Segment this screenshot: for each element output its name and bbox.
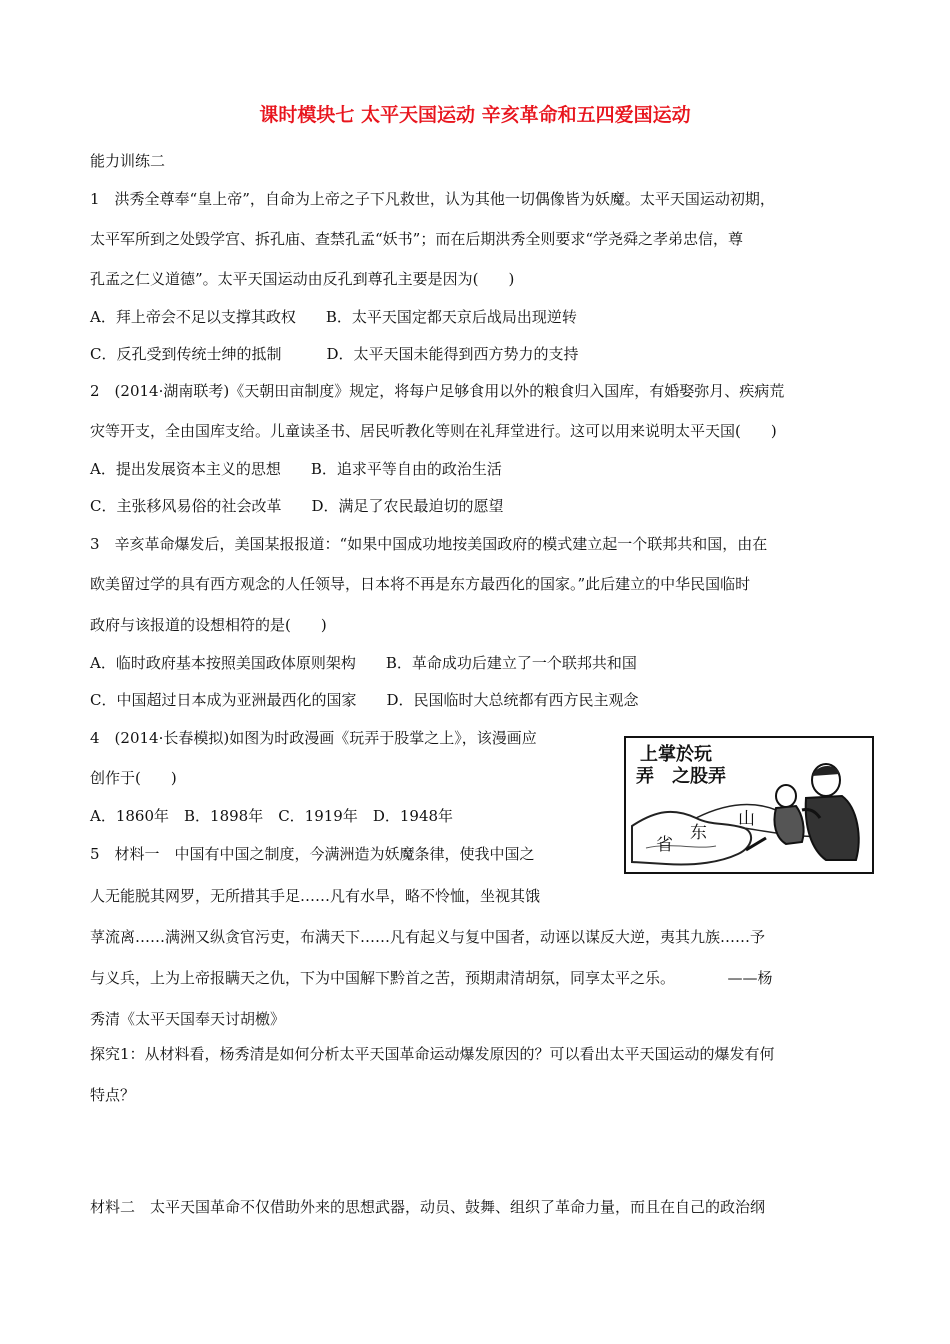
option-line: C．中国超过日本成为亚洲最西化的国家 D．民国临时大总统都有西方民主观念 [90,691,639,709]
text-line: 秀清《太平天国奉天讨胡檄》 [90,1010,286,1028]
text-line: 与义兵，上为上帝报瞒天之仇，下为中国解下黔首之苦，预期肃清胡氛，同享太平之乐。 ——杨 [90,969,773,987]
text-line: 1 洪秀全尊奉“皇上帝”，自命为上帝之子下凡救世，认为其他一切偶像皆为妖魔。太平天国运动初期， [90,190,775,208]
text-line: 5 材料一 中国有中国之制度，今满洲造为妖魔条律，使我中国之 [90,845,535,863]
text-line: 3 辛亥革命爆发后，美国某报报道：“如果中国成功地按美国政府的模式建立起一个联邦共和国，由在 [90,535,768,553]
text-line: 特点？ [90,1086,136,1104]
option-line: C．反孔受到传统士绅的抵制 D．太平天国未能得到西方势力的支持 [90,345,579,363]
text-line: 2 (2014·湖南联考)《天朝田亩制度》规定，将每户足够食用以外的粮食归入国库，有婚娶弥月、疾病荒 [90,382,785,400]
text-line: 孔孟之仁义道德”。太平天国运动由反孔到尊孔主要是因为( ) [90,270,515,288]
text-line: 太平军所到之处毁学宫、拆孔庙、查禁孔孟“妖书”；而在后期洪秀全则要求“学尧舜之孝弟忠信，尊 [90,230,744,248]
text-line: 莩流离……满洲又纵贪官污吏，布满天下……凡有起义与复中国者，动诬以谋反大逆，夷其九族……予 [90,928,766,946]
text-line: 人无能脱其网罗，无所措其手足……凡有水旱，略不怜恤，坐视其饿 [90,887,541,905]
cartoon-drawing [626,738,872,872]
option-line: A．临时政府基本按照美国政体原则架构 B．革命成功后建立了一个联邦共和国 [90,654,637,672]
document-title: 课时模块七 太平天国运动 辛亥革命和五四爱国运动 [259,104,691,126]
text-line: 欧美留过学的具有西方观念的人任领导，日本将不再是东方最西化的国家。”此后建立的中华民国临时 [90,575,751,593]
option-line: A．提出发展资本主义的思想 B．追求平等自由的政治生活 [90,460,502,478]
text-line: 灾等开支，全由国库支给。儿童读圣书、居民听教化等则在礼拜堂进行。这可以用来说明太平天国( ) [90,422,777,440]
option-line: A．1860年 B．1898年 C．1919年 D．1948年 [90,807,454,825]
cartoon-caption-top: 上掌於玩 [640,744,712,765]
section-heading: 能力训练二 [90,152,166,170]
text-line: 创作于( ) [90,769,177,787]
map-label-shan: 山 [738,809,755,829]
text-line: 4 (2014·长春模拟)如图为时政漫画《玩弄于股掌之上》，该漫画应 [90,729,537,747]
text-line: 材料二 太平天国革命不仅借助外来的思想武器，动员、鼓舞、组织了革命力量，而且在自己的政治纲 [90,1198,766,1216]
map-label-sheng: 省 [656,835,673,855]
option-line: A．拜上帝会不足以支撑其政权 B．太平天国定都天京后战局出现逆转 [90,308,577,326]
text-line: 政府与该报道的设想相符的是( ) [90,616,327,634]
map-label-dong: 东 [690,823,707,843]
small-figure-head [776,785,796,807]
cartoon-caption-bottom: 弄 之股弄 [636,766,726,787]
text-line: 探究1：从材料看，杨秀清是如何分析太平天国革命运动爆发原因的？可以看出太平天国运动的爆发有何 [90,1045,775,1063]
political-cartoon [624,736,874,874]
option-line: C．主张移风易俗的社会改革 D．满足了农民最迫切的愿望 [90,497,504,515]
